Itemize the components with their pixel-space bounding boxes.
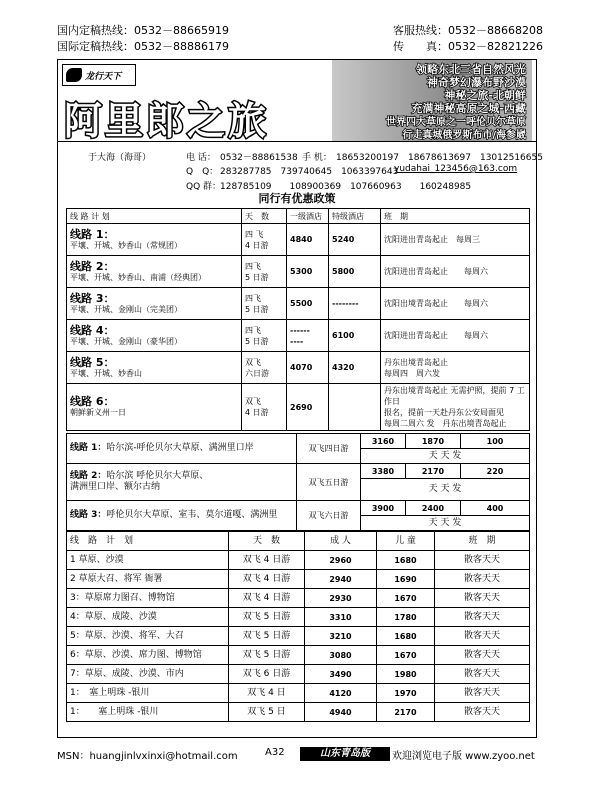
table-row <box>67 703 530 722</box>
table3-header <box>67 532 530 551</box>
cell-schedule: 散客天天 <box>435 608 530 627</box>
cell-p2 <box>329 384 381 431</box>
table-row <box>67 501 530 516</box>
cell-days: 四飞 5 日游 <box>242 288 287 320</box>
cell-days: 四 飞 4 日游 <box>242 224 287 256</box>
table-row <box>67 288 530 320</box>
domestic-hotline: 国内定稿热线：0532－88665919 <box>57 24 229 37</box>
cell-child: 1680 <box>377 627 435 646</box>
slogan-5: 世界四大草原之一呼伦贝尔草原 <box>386 117 526 128</box>
cell-child: 1670 <box>377 646 435 665</box>
cell-child: 1970 <box>377 684 435 703</box>
cell-days: 四飞 5 日游 <box>242 320 287 352</box>
slogan-1: 领略东北三省自然风光 <box>416 63 526 76</box>
cell-schedule: 散客天天 <box>435 627 530 646</box>
cell-child: 1980 <box>377 665 435 684</box>
qq-group-label: QQ 群： <box>186 182 222 192</box>
route-desc: 平壤、开城、金刚山（完美团） <box>70 304 182 314</box>
col-route: 线 路 计 划 <box>67 209 242 224</box>
cell-p2: -------- <box>329 288 381 320</box>
cell-price: 3160 <box>361 434 406 449</box>
col-schedule: 班 期 <box>435 532 530 551</box>
route-cell <box>67 288 242 320</box>
cell-days: 双飞 4 日游 <box>229 570 305 589</box>
ad-frame <box>57 59 543 738</box>
cell-schedule: 散客天天 <box>435 665 530 684</box>
cell-schedule: 散客天天 <box>435 684 530 703</box>
route-desc: 呼伦贝尔大草原、室韦、莫尔道嘎、满洲里 <box>106 510 278 520</box>
cell-child: 1690 <box>377 570 435 589</box>
korea-route-table <box>66 208 530 431</box>
table-row <box>67 256 530 288</box>
cell-p1: ------ ---- <box>287 320 329 352</box>
slogan-2: 神奇梦幻瀑布野沙漠 <box>427 76 526 89</box>
route-name: 线路 1： <box>70 227 115 241</box>
cell-schedule: 散客天天 <box>435 703 530 722</box>
table-row <box>67 464 530 479</box>
cell-days: 双飞 4 日游 <box>229 589 305 608</box>
route-name: 线路 4： <box>70 323 115 337</box>
route-name: 线路 2： <box>70 259 115 273</box>
cell-price: 2170 <box>406 464 461 479</box>
route-name: 2 草原大召、将军 衙署 <box>67 570 229 589</box>
slogan-box <box>332 60 532 142</box>
cell-schedule: 散客天天 <box>435 570 530 589</box>
inner-mongolia-route-table <box>66 433 530 531</box>
route-desc: 朝鲜新义州一日 <box>70 408 126 417</box>
cell-p1: 5300 <box>287 256 329 288</box>
route-name: 7：草原、成陵、沙漠、市内 <box>67 665 229 684</box>
table-row <box>67 608 530 627</box>
table-row <box>67 589 530 608</box>
cell-days: 双飞五日游 <box>297 464 361 501</box>
route-cell <box>67 352 242 384</box>
slogan-3: 神秘之旅-北朝鲜 <box>444 89 526 102</box>
table-row <box>67 551 530 570</box>
col-child: 儿 童 <box>377 532 435 551</box>
logo-text: 龙行天下 <box>85 71 122 82</box>
phone-label: 电 话： <box>186 153 216 163</box>
cell-p1: 4070 <box>287 352 329 384</box>
cell-sched: 沈阳进出青岛起止 每周三 <box>381 224 530 256</box>
cell-adult: 4940 <box>305 703 377 722</box>
cell-p1: 2690 <box>287 384 329 431</box>
cell-days: 双飞 5 日游 <box>229 646 305 665</box>
cell-days: 双飞 5 日游 <box>229 608 305 627</box>
banner-title: 阿里郎之旅 <box>64 98 270 142</box>
table-row <box>67 570 530 589</box>
table-row <box>67 684 530 703</box>
route-desc: 哈尔滨 呼伦贝尔大草原、 满洲里口岸、额尔古纳 <box>70 471 209 492</box>
cell-price: 100 <box>461 434 530 449</box>
cell-sched: 丹东出境青岛起止 无需护照，提前 7 工作日 报名，提前一天赴丹东公安局面见 每周二周六 发 丹东出境青岛起止 <box>381 384 530 431</box>
fax-number: 传 真：0532－82821226 <box>393 40 543 53</box>
table-header <box>67 209 530 224</box>
cell-days: 双飞 6 日游 <box>229 665 305 684</box>
logo <box>62 64 136 86</box>
route-name: 1： 塞上明珠 -银川 <box>67 684 229 703</box>
international-hotline: 国际定稿热线：0532－88886179 <box>57 40 229 53</box>
cell-price: 3900 <box>361 501 406 516</box>
cell-days: 双飞 4 日游 <box>242 384 287 431</box>
route-desc: 平壤、开城、妙香山、南浦（经典团） <box>70 272 206 282</box>
cell-adult: 3310 <box>305 608 377 627</box>
route-name: 6：草原、沙漠、席力图、博物馆 <box>67 646 229 665</box>
cell-days: 双飞 4 日游 <box>229 551 305 570</box>
route-name: 1： 塞上明珠 -银川 <box>67 703 229 722</box>
route-desc: 哈尔滨-呼伦贝尔大草原、满洲里口岸 <box>106 443 254 453</box>
route-cell <box>67 464 297 501</box>
cell-schedule: 天 天 发 <box>361 516 530 531</box>
col-adult: 成 人 <box>305 532 377 551</box>
cell-days: 双飞 5 日游 <box>229 627 305 646</box>
col-schedule: 班 期 <box>381 209 530 224</box>
cell-schedule: 散客天天 <box>435 589 530 608</box>
table-row <box>67 224 530 256</box>
cell-adult: 3490 <box>305 665 377 684</box>
col-route: 线 路 计 划 <box>67 532 229 551</box>
cell-p2: 5240 <box>329 224 381 256</box>
route-cell <box>67 256 242 288</box>
cell-p1: 4840 <box>287 224 329 256</box>
grassland-route-table <box>66 531 530 722</box>
site-text: 欢迎浏览电子版 www.zyoo.net <box>392 751 535 762</box>
route-name: 线路 3： <box>70 291 115 305</box>
cell-price: 2400 <box>406 501 461 516</box>
slogan-4: 充满神秘高原之城-西藏 <box>411 102 526 115</box>
cell-schedule: 天 天 发 <box>361 449 530 464</box>
col-hotel-special: 特级酒店 <box>329 209 381 224</box>
cell-schedule: 散客天天 <box>435 646 530 665</box>
cell-days: 双飞 六日游 <box>242 352 287 384</box>
cell-child: 1670 <box>377 589 435 608</box>
route-name: 3：草原席力图召、博物馆 <box>67 589 229 608</box>
cell-p1: 5500 <box>287 288 329 320</box>
brand-badge: 山东青岛版 <box>300 747 390 761</box>
dragon-icon <box>66 68 82 82</box>
col-hotel-1: 一级酒店 <box>287 209 329 224</box>
mobile-label: 手 机： <box>302 153 332 163</box>
table-row <box>67 320 530 352</box>
email-link[interactable]: yudahai_123456@163.com <box>394 164 518 174</box>
cell-days: 四飞 5 日游 <box>242 256 287 288</box>
route-desc: 平壤、开城、妙香山（常规团） <box>70 240 182 250</box>
col-days: 天 数 <box>242 209 287 224</box>
route-name: 1 草原、沙漠 <box>67 551 229 570</box>
table-row <box>67 352 530 384</box>
msn-contact: MSN：huangjinlvxinxi@hotmail.com <box>57 751 238 762</box>
cell-sched: 沈阳进出青岛起止 每周六 <box>381 256 530 288</box>
service-hotline: 客服热线：0532－88668208 <box>393 24 543 37</box>
cell-sched: 沈阳出境青岛起止 每周六 <box>381 288 530 320</box>
slogan-6: 行走真城俄罗斯布市/海参崴 <box>402 130 526 141</box>
cell-price: 400 <box>461 501 530 516</box>
cell-days: 双飞 4 日 <box>229 684 305 703</box>
route-cell <box>67 501 297 531</box>
cell-sched: 丹东出境青岛起止 每周四 周六发 <box>381 352 530 384</box>
cell-sched: 沈阳进出青岛起止 每周六 <box>381 320 530 352</box>
cell-p2: 6100 <box>329 320 381 352</box>
cell-child: 2170 <box>377 703 435 722</box>
cell-days: 双飞 5 日 <box>229 703 305 722</box>
mobile-numbers: 18653200197 18678613697 13012516655 <box>336 153 543 163</box>
qq-numbers: 283287785 739740645 1063397643 <box>220 167 399 177</box>
route-cell <box>67 434 297 464</box>
cell-child: 1780 <box>377 608 435 627</box>
table-row <box>67 627 530 646</box>
cell-price: 1870 <box>406 434 461 449</box>
col-days: 天 数 <box>229 532 305 551</box>
route-name: 线路 5： <box>70 355 115 369</box>
cell-schedule: 天 天 发 <box>361 479 530 501</box>
table-row <box>67 646 530 665</box>
cell-days: 双飞四日游 <box>297 434 361 464</box>
route-name: 线路 3： <box>70 510 107 520</box>
cell-child: 1680 <box>377 551 435 570</box>
table-row <box>67 434 530 449</box>
qq-group-numbers: 128785109 108900369 107660963 160248985 <box>220 182 472 192</box>
cell-price: 220 <box>461 464 530 479</box>
table-row <box>67 384 530 431</box>
cell-adult: 2930 <box>305 589 377 608</box>
cell-p2: 5800 <box>329 256 381 288</box>
route-desc: 平壤、开城、金刚山（豪华团） <box>70 336 182 346</box>
cell-adult: 4120 <box>305 684 377 703</box>
cell-adult: 3080 <box>305 646 377 665</box>
cell-adult: 2940 <box>305 570 377 589</box>
cell-adult: 2960 <box>305 551 377 570</box>
route-desc: 平壤、开城、妙香山 <box>70 368 142 378</box>
cell-price: 3380 <box>361 464 406 479</box>
cell-adult: 3210 <box>305 627 377 646</box>
contact-name: 于大海（海哥） <box>88 153 152 163</box>
table-row <box>67 665 530 684</box>
route-cell <box>67 320 242 352</box>
route-cell <box>67 224 242 256</box>
cell-p2: 4320 <box>329 352 381 384</box>
route-cell <box>67 384 242 431</box>
page-number: A32 <box>265 747 285 758</box>
phone-number: 0532－88861538 <box>220 153 298 163</box>
route-name: 线路 1： <box>70 443 107 453</box>
cell-days: 双飞六日游 <box>297 501 361 531</box>
policy-title: 同行有优惠政策 <box>258 192 336 205</box>
qq-label: Q Q： <box>186 167 219 177</box>
cell-schedule: 散客天天 <box>435 551 530 570</box>
banner <box>58 60 536 142</box>
route-name: 4：草原、成陵、沙漠 <box>67 608 229 627</box>
route-name: 线路 2： <box>70 471 107 481</box>
route-name: 5：草原、沙漠、将军、大召 <box>67 627 229 646</box>
route-name: 线路 6： <box>70 395 115 408</box>
